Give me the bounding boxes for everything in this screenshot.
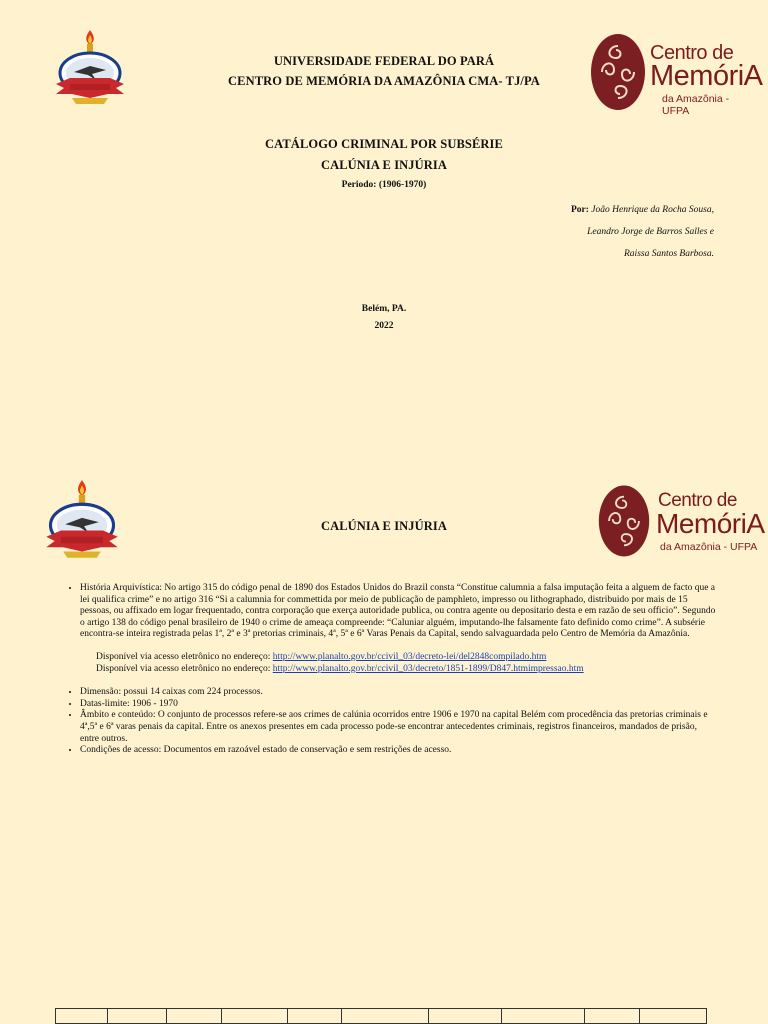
centro-memoria-logo xyxy=(586,32,763,117)
link-line-2 xyxy=(96,664,718,676)
author-3: Raissa Santos Barbosa. xyxy=(624,249,714,259)
catalog-period: Periodo: (1906-1970) xyxy=(341,180,427,190)
list-item-ambito: • Âmbito e conteúdo: O conjunto de processos refere-se aos crimes de calúnia ocorridos entre 1906 e 1970 na capital Belém com procedência das pretorias criminais e 4ª,5ª e 6ª varas penais da capital. Entre os anexos presentes em cada processo pode-se encontrar antecedentes criminais, registros financeiros, mandados de prisão, entre outros. xyxy=(80,710,718,745)
links-block xyxy=(58,652,718,675)
cm-logo-2-line3: da Amazônia - UFPA xyxy=(660,541,758,553)
table-cell xyxy=(501,1008,584,1024)
table-cell xyxy=(287,1008,341,1024)
cm-logo-line3: da Amazônia - UFPA xyxy=(662,93,730,117)
list-item-datas: • Datas-limite: 1906 - 1970 xyxy=(80,699,718,711)
cm-logo-line1: Centro de xyxy=(650,42,734,64)
cm-logo-2-line1: Centro de xyxy=(658,490,737,511)
cm-logo-line2: MemóriA xyxy=(650,60,763,92)
center-name: CENTRO DE MEMÓRIA DA AMAZÔNIA CMA- TJ/PA xyxy=(228,74,540,88)
table-cell xyxy=(55,1008,107,1024)
history-item: • História Arquivística: No artigo 315 do código penal de 1890 dos Estados Unidos do Brazil consta “Constitue calumnia a falsa imputação feita a alguem de facto que a lei qualifica crime” e no artigo 316 “Si a calumnia for commettida por meio de publicação de pamphleto, impresso ou lithographado, distribuido por mais de 15 pessoas, ou affixado em logar frequentado, contra corporação que exerça autoridade publica, ou contra agente ou depositario desta e em razão de seu officio”. Segundo o artigo 138 do código penal brasileiro de 1940 o crime de ameaça compreende: “Caluniar alguém, imputando-lhe falsamente fato definido como crime”. A subsérie encontra-se inteira registrada pelas 1ª, 2ª e 3ª pretorias criminais, 4ª, 5ª e 6ª Varas Penais da Capital, sendo salvaguardada pelo Centro de Memória da Amazônia. xyxy=(80,583,718,641)
table-cell xyxy=(639,1008,707,1024)
table-cell xyxy=(584,1008,639,1024)
byline xyxy=(430,199,714,265)
table-cell xyxy=(341,1008,428,1024)
centro-memoria-logo-2 xyxy=(594,481,764,563)
year: 2022 xyxy=(374,321,394,331)
byline-label: Por: xyxy=(570,205,589,215)
author-1: João Henrique da Rocha Sousa, xyxy=(591,205,714,215)
catalog-title: CATÁLOGO CRIMINAL POR SUBSÉRIE xyxy=(265,137,503,151)
history-list xyxy=(58,583,718,641)
ufpa-logo-2 xyxy=(40,478,124,562)
author-2: Leandro Jorge de Barros Salles e xyxy=(587,227,714,237)
section-title: CALÚNIA E INJÚRIA xyxy=(320,519,448,533)
link-decreto-847[interactable]: http://www.planalto.gov.br/ccivil_03/decreto/1851-1899/D847.htmimpressao.htm xyxy=(272,663,584,674)
catalog-subtitle: CALÚNIA E INJÚRIA xyxy=(320,158,448,172)
ufpa-logo xyxy=(52,28,128,108)
details-list xyxy=(58,687,718,757)
link-line-1 xyxy=(96,652,718,664)
link-decreto-lei[interactable]: http://www.planalto.gov.br/ccivil_03/decreto-lei/del2848compilado.htm xyxy=(272,651,547,662)
university-name: UNIVERSIDADE FEDERAL DO PARÁ xyxy=(273,54,495,68)
table-cell xyxy=(428,1008,501,1024)
list-item-dimensao: • Dimensão: possui 14 caixas com 224 processos. xyxy=(80,687,718,699)
table-top-edge xyxy=(55,1008,707,1024)
table-cell xyxy=(221,1008,287,1024)
content-body xyxy=(58,583,718,757)
cm-logo-2-line2: MemóriA xyxy=(656,508,765,539)
list-item-condicoes: • Condições de acesso: Documentos em razoável estado de conservação e sem restrições de acesso. xyxy=(80,745,718,757)
place: Belém, PA. xyxy=(361,304,407,314)
link-prefix-2: Disponível via acesso eletrônico no endereço: xyxy=(96,663,273,674)
table-cell xyxy=(107,1008,166,1024)
table-cell xyxy=(166,1008,221,1024)
link-prefix-1: Disponível via acesso eletrônico no endereço: xyxy=(96,651,273,662)
